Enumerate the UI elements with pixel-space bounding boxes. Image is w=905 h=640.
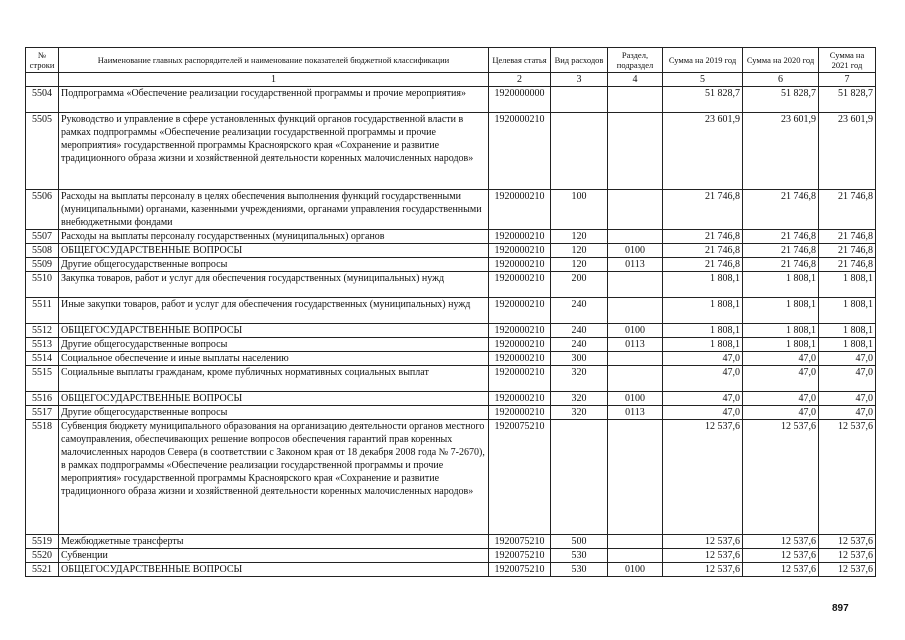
row-sum-2019: 12 537,6 — [663, 535, 743, 549]
row-target-article: 1920000210 — [489, 258, 551, 272]
row-expense-type: 320 — [551, 406, 608, 420]
row-number: 5516 — [26, 392, 59, 406]
row-sum-2020: 1 808,1 — [743, 338, 819, 352]
column-number — [26, 73, 59, 87]
row-sum-2020: 21 746,8 — [743, 244, 819, 258]
row-sum-2019: 12 537,6 — [663, 563, 743, 577]
table-row — [26, 244, 876, 258]
table-row — [26, 87, 876, 113]
row-sum-2019: 1 808,1 — [663, 272, 743, 298]
row-expense-type: 530 — [551, 563, 608, 577]
row-section: 0100 — [608, 324, 663, 338]
row-sum-2021: 47,0 — [819, 406, 876, 420]
row-sum-2020: 47,0 — [743, 352, 819, 366]
row-sum-2019: 51 828,7 — [663, 87, 743, 113]
row-sum-2019: 21 746,8 — [663, 190, 743, 230]
row-sum-2020: 1 808,1 — [743, 272, 819, 298]
row-sum-2019: 12 537,6 — [663, 420, 743, 535]
row-expense-type: 120 — [551, 244, 608, 258]
row-sum-2020: 21 746,8 — [743, 230, 819, 244]
row-sum-2021: 1 808,1 — [819, 272, 876, 298]
table-row — [26, 406, 876, 420]
row-name: Другие общегосударственные вопросы — [59, 406, 489, 420]
row-sum-2020: 23 601,9 — [743, 113, 819, 190]
row-number: 5509 — [26, 258, 59, 272]
row-name: Другие общегосударственные вопросы — [59, 258, 489, 272]
row-sum-2021: 21 746,8 — [819, 190, 876, 230]
row-sum-2021: 12 537,6 — [819, 535, 876, 549]
table-row — [26, 352, 876, 366]
row-expense-type: 240 — [551, 338, 608, 352]
header-row-number: № строки — [26, 48, 59, 73]
row-sum-2021: 21 746,8 — [819, 258, 876, 272]
row-sum-2020: 1 808,1 — [743, 324, 819, 338]
row-section: 0100 — [608, 244, 663, 258]
row-number: 5519 — [26, 535, 59, 549]
header-sum-2019: Сумма на 2019 год — [663, 48, 743, 73]
row-section — [608, 352, 663, 366]
row-expense-type: 320 — [551, 366, 608, 392]
row-target-article: 1920000210 — [489, 366, 551, 392]
row-sum-2019: 12 537,6 — [663, 549, 743, 563]
row-number: 5506 — [26, 190, 59, 230]
row-target-article: 1920000210 — [489, 406, 551, 420]
row-expense-type: 530 — [551, 549, 608, 563]
header-name: Наименование главных распорядителей и наименование показателей бюджетной классификации — [59, 48, 489, 73]
row-target-article: 1920000210 — [489, 113, 551, 190]
row-sum-2019: 23 601,9 — [663, 113, 743, 190]
header-target-article: Целевая статья — [489, 48, 551, 73]
row-target-article: 1920000210 — [489, 190, 551, 230]
row-target-article: 1920000210 — [489, 392, 551, 406]
row-number: 5507 — [26, 230, 59, 244]
row-number: 5517 — [26, 406, 59, 420]
row-name: Расходы на выплаты персоналу в целях обеспечения выполнения функций государственными (муниципальными) органами, казенными учреждениями, органами управления государственными внебюджетными фондами — [59, 190, 489, 230]
row-sum-2021: 1 808,1 — [819, 338, 876, 352]
row-sum-2020: 12 537,6 — [743, 563, 819, 577]
row-section — [608, 190, 663, 230]
table-row — [26, 324, 876, 338]
row-number: 5512 — [26, 324, 59, 338]
row-number: 5514 — [26, 352, 59, 366]
row-sum-2019: 47,0 — [663, 352, 743, 366]
row-sum-2020: 47,0 — [743, 406, 819, 420]
row-sum-2021: 23 601,9 — [819, 113, 876, 190]
row-name: Закупка товаров, работ и услуг для обеспечения государственных (муниципальных) нужд — [59, 272, 489, 298]
row-name: ОБЩЕГОСУДАРСТВЕННЫЕ ВОПРОСЫ — [59, 324, 489, 338]
row-target-article: 1920000210 — [489, 272, 551, 298]
row-expense-type: 240 — [551, 298, 608, 324]
row-sum-2020: 47,0 — [743, 366, 819, 392]
row-sum-2019: 21 746,8 — [663, 244, 743, 258]
row-expense-type: 300 — [551, 352, 608, 366]
row-sum-2021: 47,0 — [819, 352, 876, 366]
row-section: 0113 — [608, 338, 663, 352]
row-sum-2019: 1 808,1 — [663, 298, 743, 324]
row-expense-type: 100 — [551, 190, 608, 230]
column-number: 2 — [489, 73, 551, 87]
row-target-article: 1920075210 — [489, 535, 551, 549]
page-number: 897 — [832, 603, 849, 614]
row-name: Руководство и управление в сфере установленных функций органов государственной власти в рамках подпрограммы «Обеспечение реализации государственной программы и прочие мероприятия» государственной программы Красноярского края «Сохранение и развитие традиционного образа жизни и хозяйственной деятельности коренных малочисленных народов» — [59, 113, 489, 190]
table-row — [26, 338, 876, 352]
row-sum-2019: 1 808,1 — [663, 324, 743, 338]
table-row — [26, 113, 876, 190]
table-row — [26, 392, 876, 406]
row-number: 5504 — [26, 87, 59, 113]
table-row — [26, 190, 876, 230]
row-sum-2021: 47,0 — [819, 366, 876, 392]
header-sum-2021: Сумма на 2021 год — [819, 48, 876, 73]
column-number: 7 — [819, 73, 876, 87]
row-sum-2019: 21 746,8 — [663, 230, 743, 244]
column-number: 6 — [743, 73, 819, 87]
row-sum-2020: 12 537,6 — [743, 535, 819, 549]
table-row — [26, 258, 876, 272]
row-target-article: 1920000210 — [489, 324, 551, 338]
row-name: Межбюджетные трансферты — [59, 535, 489, 549]
row-sum-2019: 1 808,1 — [663, 338, 743, 352]
row-name: Социальное обеспечение и иные выплаты населению — [59, 352, 489, 366]
row-number: 5521 — [26, 563, 59, 577]
row-sum-2020: 21 746,8 — [743, 258, 819, 272]
row-sum-2020: 21 746,8 — [743, 190, 819, 230]
row-name: Субвенция бюджету муниципального образования на организацию деятельности органов местного самоуправления, обеспечивающих решение вопросов обеспечения гарантий прав коренных малочисленных народов Севера (в соответствии с Законом края от 18 декабря 2008 года № 7-2670), в рамках подпрограммы «Обеспечение реализации государственной программы и прочие мероприятия» государственной программы Красноярского края «Сохранение и развитие традиционного образа жизни и хозяйственной деятельности коренных малочисленных народов» — [59, 420, 489, 535]
row-target-article: 1920000210 — [489, 338, 551, 352]
row-name: Социальные выплаты гражданам, кроме публичных нормативных социальных выплат — [59, 366, 489, 392]
table-row — [26, 535, 876, 549]
row-sum-2021: 47,0 — [819, 392, 876, 406]
row-section: 0100 — [608, 563, 663, 577]
table-row — [26, 272, 876, 298]
row-number: 5518 — [26, 420, 59, 535]
table-row — [26, 420, 876, 535]
row-name: ОБЩЕГОСУДАРСТВЕННЫЕ ВОПРОСЫ — [59, 392, 489, 406]
table-row — [26, 563, 876, 577]
row-sum-2019: 47,0 — [663, 392, 743, 406]
row-number: 5510 — [26, 272, 59, 298]
row-section — [608, 535, 663, 549]
row-section — [608, 87, 663, 113]
row-number: 5520 — [26, 549, 59, 563]
row-sum-2020: 51 828,7 — [743, 87, 819, 113]
table-row — [26, 549, 876, 563]
column-number: 3 — [551, 73, 608, 87]
row-target-article: 1920000210 — [489, 298, 551, 324]
row-target-article: 1920075210 — [489, 420, 551, 535]
budget-table — [25, 47, 876, 577]
row-number: 5513 — [26, 338, 59, 352]
header-expense-type: Вид расходов — [551, 48, 608, 73]
row-sum-2021: 1 808,1 — [819, 324, 876, 338]
row-target-article: 1920075210 — [489, 563, 551, 577]
row-expense-type: 120 — [551, 230, 608, 244]
row-section — [608, 113, 663, 190]
row-expense-type: 320 — [551, 392, 608, 406]
row-expense-type: 200 — [551, 272, 608, 298]
row-sum-2020: 47,0 — [743, 392, 819, 406]
row-target-article: 1920000210 — [489, 352, 551, 366]
row-target-article: 1920000210 — [489, 230, 551, 244]
row-number: 5508 — [26, 244, 59, 258]
column-number: 1 — [59, 73, 489, 87]
row-sum-2021: 12 537,6 — [819, 549, 876, 563]
row-section: 0113 — [608, 406, 663, 420]
row-expense-type — [551, 420, 608, 535]
row-section — [608, 420, 663, 535]
header-sum-2020: Сумма на 2020 год — [743, 48, 819, 73]
row-sum-2021: 12 537,6 — [819, 563, 876, 577]
row-sum-2020: 12 537,6 — [743, 549, 819, 563]
row-number: 5511 — [26, 298, 59, 324]
row-target-article: 1920075210 — [489, 549, 551, 563]
row-number: 5505 — [26, 113, 59, 190]
row-sum-2019: 47,0 — [663, 366, 743, 392]
row-sum-2021: 21 746,8 — [819, 244, 876, 258]
column-number: 5 — [663, 73, 743, 87]
row-number: 5515 — [26, 366, 59, 392]
row-expense-type — [551, 87, 608, 113]
column-number: 4 — [608, 73, 663, 87]
row-name: ОБЩЕГОСУДАРСТВЕННЫЕ ВОПРОСЫ — [59, 244, 489, 258]
row-section — [608, 298, 663, 324]
row-section — [608, 272, 663, 298]
row-expense-type: 240 — [551, 324, 608, 338]
row-name: Субвенции — [59, 549, 489, 563]
row-sum-2019: 21 746,8 — [663, 258, 743, 272]
row-name: Иные закупки товаров, работ и услуг для обеспечения государственных (муниципальных) нужд — [59, 298, 489, 324]
header-section: Раздел, подраздел — [608, 48, 663, 73]
row-expense-type: 500 — [551, 535, 608, 549]
row-expense-type — [551, 113, 608, 190]
table-row — [26, 298, 876, 324]
row-sum-2021: 21 746,8 — [819, 230, 876, 244]
row-section: 0100 — [608, 392, 663, 406]
row-name: Расходы на выплаты персоналу государственных (муниципальных) органов — [59, 230, 489, 244]
row-sum-2020: 1 808,1 — [743, 298, 819, 324]
row-section: 0113 — [608, 258, 663, 272]
row-target-article: 1920000000 — [489, 87, 551, 113]
row-section — [608, 230, 663, 244]
row-sum-2019: 47,0 — [663, 406, 743, 420]
row-name: ОБЩЕГОСУДАРСТВЕННЫЕ ВОПРОСЫ — [59, 563, 489, 577]
row-target-article: 1920000210 — [489, 244, 551, 258]
row-name: Другие общегосударственные вопросы — [59, 338, 489, 352]
table-row — [26, 230, 876, 244]
table-header-row — [26, 48, 876, 73]
row-sum-2021: 12 537,6 — [819, 420, 876, 535]
row-sum-2020: 12 537,6 — [743, 420, 819, 535]
row-section — [608, 549, 663, 563]
row-sum-2021: 1 808,1 — [819, 298, 876, 324]
row-section — [608, 366, 663, 392]
column-number-row — [26, 73, 876, 87]
row-expense-type: 120 — [551, 258, 608, 272]
row-name: Подпрограмма «Обеспечение реализации государственной программы и прочие мероприятия» — [59, 87, 489, 113]
row-sum-2021: 51 828,7 — [819, 87, 876, 113]
table-row — [26, 366, 876, 392]
